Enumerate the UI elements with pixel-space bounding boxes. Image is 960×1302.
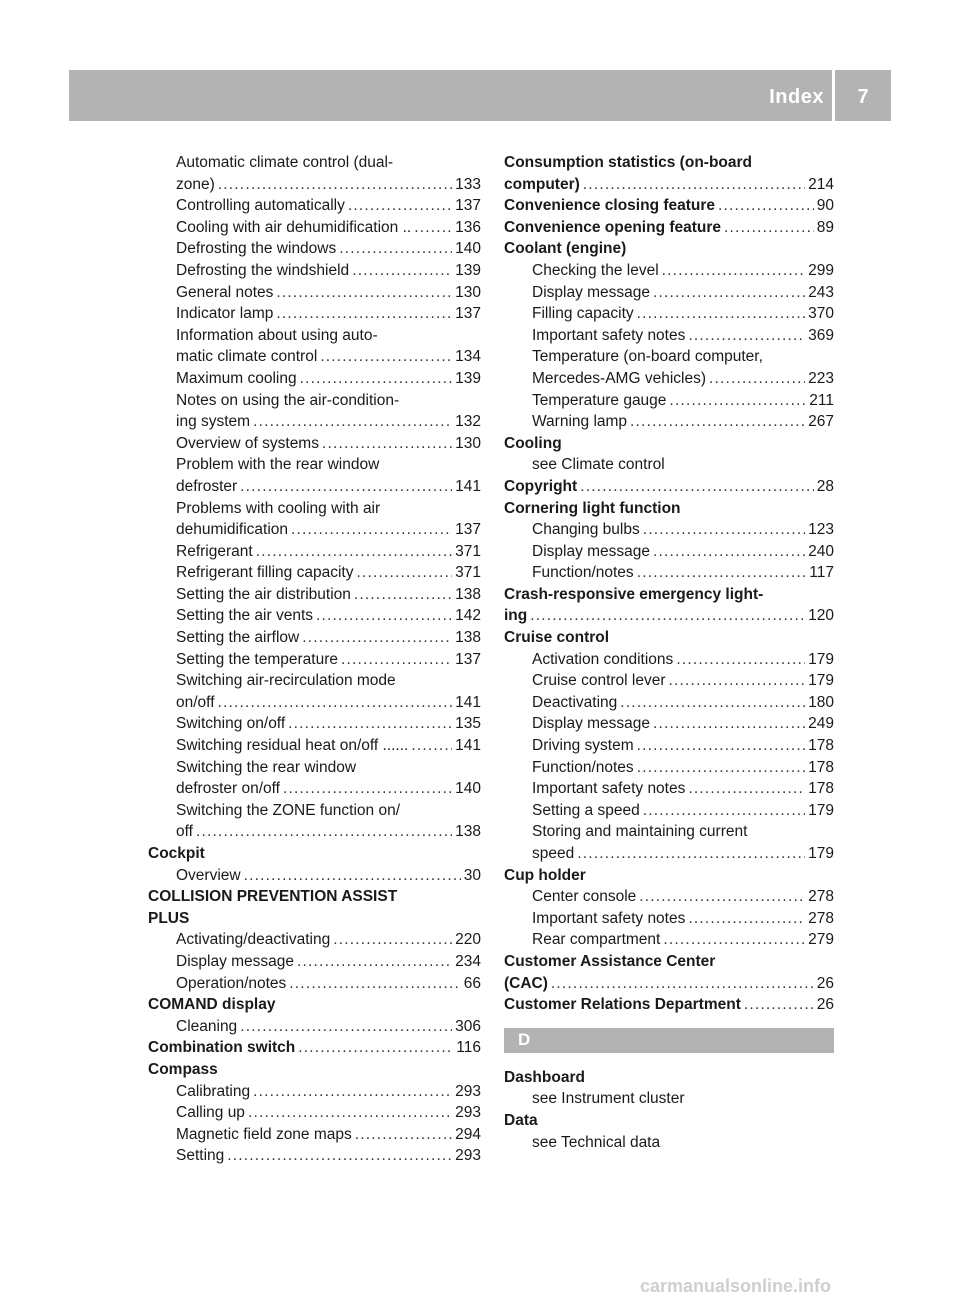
index-see-also[interactable]: see Climate control <box>532 456 665 474</box>
page-ref: 249 <box>808 715 834 733</box>
page-ref: 299 <box>808 261 834 279</box>
page-ref: 140 <box>455 240 481 258</box>
page-ref: 293 <box>455 1082 481 1100</box>
index-heading: Cup holder <box>504 866 586 884</box>
index-entry[interactable]: Overview ..... 30 <box>148 865 481 887</box>
page-ref: 293 <box>455 1104 481 1122</box>
page-ref: 137 <box>455 197 481 215</box>
page-ref: 371 <box>455 564 481 582</box>
index-entry[interactable]: Important safety notes ..... 369 <box>504 325 834 347</box>
page-ref: 179 <box>808 672 834 690</box>
section-letter-bar <box>504 1028 834 1053</box>
page-ref: 220 <box>455 931 481 949</box>
index-entry[interactable]: General notes ..... 130 <box>148 282 481 304</box>
page-ref: 137 <box>455 521 481 539</box>
page-ref: 178 <box>808 737 834 755</box>
page-ref: 211 <box>809 391 834 409</box>
index-entry[interactable]: Setting the air distribution ..... 138 <box>148 584 481 606</box>
index-heading: Cruise control <box>504 629 610 647</box>
index-entry[interactable]: Setting ..... 293 <box>148 1145 481 1167</box>
index-entry[interactable]: matic climate control ..... 134 <box>148 346 481 368</box>
page-ref: 370 <box>808 305 834 323</box>
index-entry[interactable]: Convenience opening feature ..... 89 <box>504 217 834 239</box>
page-ref: 28 <box>816 477 834 495</box>
page-number: 7 <box>857 86 869 108</box>
index-entry[interactable]: Refrigerant ..... 371 <box>148 541 481 563</box>
page-ref: 139 <box>455 369 481 387</box>
index-line: Information about using auto- <box>176 326 378 344</box>
index-line: Switching the ZONE function on/ <box>176 801 401 819</box>
index-heading: Coolant (engine) <box>504 240 627 258</box>
page-ref: 138 <box>455 585 481 603</box>
index-entry[interactable]: Mercedes-AMG vehicles) ..... 223 <box>504 368 834 390</box>
index-entry[interactable]: Deactivating ..... 180 <box>504 692 834 714</box>
index-entry[interactable]: Function/notes ..... 117 <box>504 562 834 584</box>
index-entry[interactable]: Refrigerant filling capacity ..... 371 <box>148 562 481 584</box>
index-entry[interactable]: Customer Relations Department ..... 26 <box>504 994 834 1016</box>
index-heading: Consumption statistics (on-board <box>504 154 752 171</box>
index-entry[interactable]: Overview of systems ..... 130 <box>148 433 481 455</box>
index-line: Problem with the rear window <box>176 456 380 474</box>
index-entry[interactable]: Setting a speed ..... 179 <box>504 800 834 822</box>
page-ref: 26 <box>816 974 834 992</box>
index-entry[interactable]: Display message ..... 249 <box>504 713 834 735</box>
index-entry[interactable]: defroster on/off ..... 140 <box>148 778 481 800</box>
page-title: Index <box>769 86 824 108</box>
page-ref: 130 <box>455 434 481 452</box>
index-line: Switching air-recirculation mode <box>176 672 396 690</box>
index-entry[interactable]: Cleaning ..... 306 <box>148 1016 481 1038</box>
index-entry[interactable]: Defrosting the windshield ..... 139 <box>148 260 481 282</box>
index-line: Automatic climate control (dual- <box>176 154 394 171</box>
index-entry[interactable]: Activation conditions ..... 179 <box>504 649 834 671</box>
page-ref: 116 <box>456 1039 481 1057</box>
page-ref: 136 <box>455 218 481 236</box>
section-letter: D <box>518 1029 531 1049</box>
index-entry[interactable]: Filling capacity ..... 370 <box>504 303 834 325</box>
watermark: carmanualsonline.info <box>640 1276 832 1296</box>
page-ref: 137 <box>455 305 481 323</box>
page-ref: 293 <box>455 1147 481 1165</box>
index-heading: Customer Assistance Center <box>504 952 716 970</box>
page-ref: 140 <box>455 780 481 798</box>
page-ref: 130 <box>455 283 481 301</box>
index-entry[interactable]: Display message ..... 243 <box>504 282 834 304</box>
page-ref: 369 <box>808 326 834 344</box>
page-ref: 138 <box>455 629 481 647</box>
index-entry[interactable]: dehumidification ..... 137 <box>148 519 481 541</box>
page-ref: 141 <box>455 477 481 495</box>
page-ref: 139 <box>455 261 481 279</box>
page-ref: 90 <box>816 197 834 215</box>
index-entry[interactable]: Activating/deactivating ..... 220 <box>148 929 481 951</box>
index-entry[interactable]: Combination switch ..... 116 <box>148 1037 481 1059</box>
index-entry[interactable]: Copyright ..... 28 <box>504 476 834 498</box>
page-ref: 135 <box>455 715 481 733</box>
index-heading: Cooling <box>504 434 562 452</box>
index-entry[interactable]: speed ..... 179 <box>504 843 834 865</box>
page-ref: 279 <box>808 931 834 949</box>
page-ref: 371 <box>455 542 481 560</box>
index-entry[interactable]: Important safety notes ..... 178 <box>504 778 834 800</box>
index-entry[interactable]: Cruise control lever ..... 179 <box>504 670 834 692</box>
index-line: Problems with cooling with air <box>176 499 381 517</box>
index-see-also[interactable]: see Instrument cluster <box>532 1090 685 1108</box>
page-ref: 234 <box>455 952 481 970</box>
index-entry[interactable]: Display message ..... 234 <box>148 951 481 973</box>
index-entry[interactable]: Display message ..... 240 <box>504 541 834 563</box>
page-ref: 66 <box>463 974 481 992</box>
page-ref: 137 <box>455 650 481 668</box>
page-ref: 214 <box>808 175 834 193</box>
page-ref: 179 <box>808 845 834 862</box>
index-entry[interactable]: Calling up ..... 293 <box>148 1102 481 1124</box>
index-entry[interactable]: Magnetic field zone maps ..... 294 <box>148 1124 481 1146</box>
page-ref: 132 <box>455 413 481 431</box>
index-column-right <box>504 152 834 1153</box>
index-entry[interactable]: Controlling automatically ..... 137 <box>148 195 481 217</box>
page-ref: 142 <box>455 607 481 625</box>
page-ref: 267 <box>808 413 834 431</box>
index-entry[interactable]: Setting the temperature ..... 137 <box>148 649 481 671</box>
index-entry[interactable]: Indicator lamp ..... 137 <box>148 303 481 325</box>
index-entry[interactable]: Convenience closing feature ..... 90 <box>504 195 834 217</box>
index-entry[interactable]: Temperature gauge ..... 211 <box>504 390 834 412</box>
page-ref: 179 <box>808 801 834 819</box>
page-ref: 306 <box>455 1017 481 1035</box>
page-ref: 179 <box>808 650 834 668</box>
index-heading: Crash-responsive emergency light- <box>504 585 764 603</box>
page-ref: 117 <box>809 564 834 582</box>
index-heading: PLUS <box>148 909 190 927</box>
page-ref: 180 <box>808 693 834 711</box>
page-ref: 30 <box>463 866 481 884</box>
page-ref: 294 <box>455 1125 481 1143</box>
page-ref: 243 <box>808 283 834 301</box>
page-ref: 120 <box>808 607 834 625</box>
page-ref: 26 <box>816 996 834 1014</box>
index-heading: COMAND display <box>148 996 276 1014</box>
index-entry[interactable]: Switching on/off ..... 135 <box>148 713 481 735</box>
page-ref: 223 <box>808 369 834 387</box>
index-heading: Dashboard <box>504 1068 585 1086</box>
page-ref: 89 <box>816 218 834 236</box>
index-heading: Compass <box>148 1060 218 1078</box>
index-entry[interactable]: Maximum cooling ..... 139 <box>148 368 481 390</box>
page-ref: 240 <box>808 542 834 560</box>
page-ref: 278 <box>808 909 834 927</box>
index-entry[interactable]: defroster ..... 141 <box>148 476 481 498</box>
page-ref: 123 <box>808 521 834 539</box>
index-entry[interactable]: Warning lamp ..... 267 <box>504 411 834 433</box>
page-ref: 178 <box>808 758 834 776</box>
page-ref: 133 <box>455 175 481 193</box>
index-see-also[interactable]: see Technical data <box>532 1133 661 1151</box>
index-entry[interactable]: on/off ..... 141 <box>148 692 481 714</box>
index-line: Notes on using the air-condition- <box>176 391 400 409</box>
index-entry[interactable]: computer) ..... 214 <box>504 174 834 196</box>
index-entry[interactable]: zone) ..... 133 <box>148 174 481 196</box>
index-column-left <box>148 152 481 1167</box>
index-heading: Cornering light function <box>504 499 681 517</box>
index-entry[interactable]: Checking the level ..... 299 <box>504 260 834 282</box>
index-entry[interactable]: Setting the airflow ..... 138 <box>148 627 481 649</box>
index-entry[interactable]: ing system ..... 132 <box>148 411 481 433</box>
index-entry[interactable]: Rear compartment ..... 279 <box>504 929 834 951</box>
index-heading: Cockpit <box>148 845 205 862</box>
index-line: Temperature (on-board computer, <box>532 348 763 366</box>
index-line: Storing and maintaining current <box>532 823 748 841</box>
index-line: Switching the rear window <box>176 758 357 776</box>
index-entry[interactable]: Cooling with air dehumidification .. ..... 136 <box>148 217 481 239</box>
index-entry[interactable]: (CAC) ..... 26 <box>504 973 834 995</box>
page-ref: 178 <box>808 780 834 798</box>
index-entry[interactable]: off ..... 138 <box>148 821 481 843</box>
page-ref: 141 <box>455 737 481 755</box>
index-entry[interactable]: Changing bulbs ..... 123 <box>504 519 834 541</box>
index-entry[interactable]: ing ..... 120 <box>504 605 834 627</box>
page-ref: 138 <box>455 823 481 841</box>
index-heading: COLLISION PREVENTION ASSIST <box>148 888 398 906</box>
index-entry[interactable]: Important safety notes ..... 278 <box>504 908 834 930</box>
index-entry[interactable]: Defrosting the windows ..... 140 <box>148 238 481 260</box>
index-entry[interactable]: Setting the air vents ..... 142 <box>148 605 481 627</box>
index-heading: Data <box>504 1111 538 1129</box>
page-ref: 141 <box>455 693 481 711</box>
index-entry[interactable]: Center console ..... 278 <box>504 886 834 908</box>
index-entry[interactable]: Switching residual heat on/off ...... ..... 141 <box>148 735 481 757</box>
index-entry[interactable]: Operation/notes ..... 66 <box>148 973 481 995</box>
index-entry[interactable]: Calibrating ..... 293 <box>148 1081 481 1103</box>
index-entry[interactable]: Function/notes ..... 178 <box>504 757 834 779</box>
page-ref: 278 <box>808 888 834 906</box>
index-entry[interactable]: Driving system ..... 178 <box>504 735 834 757</box>
page-ref: 134 <box>455 348 481 366</box>
